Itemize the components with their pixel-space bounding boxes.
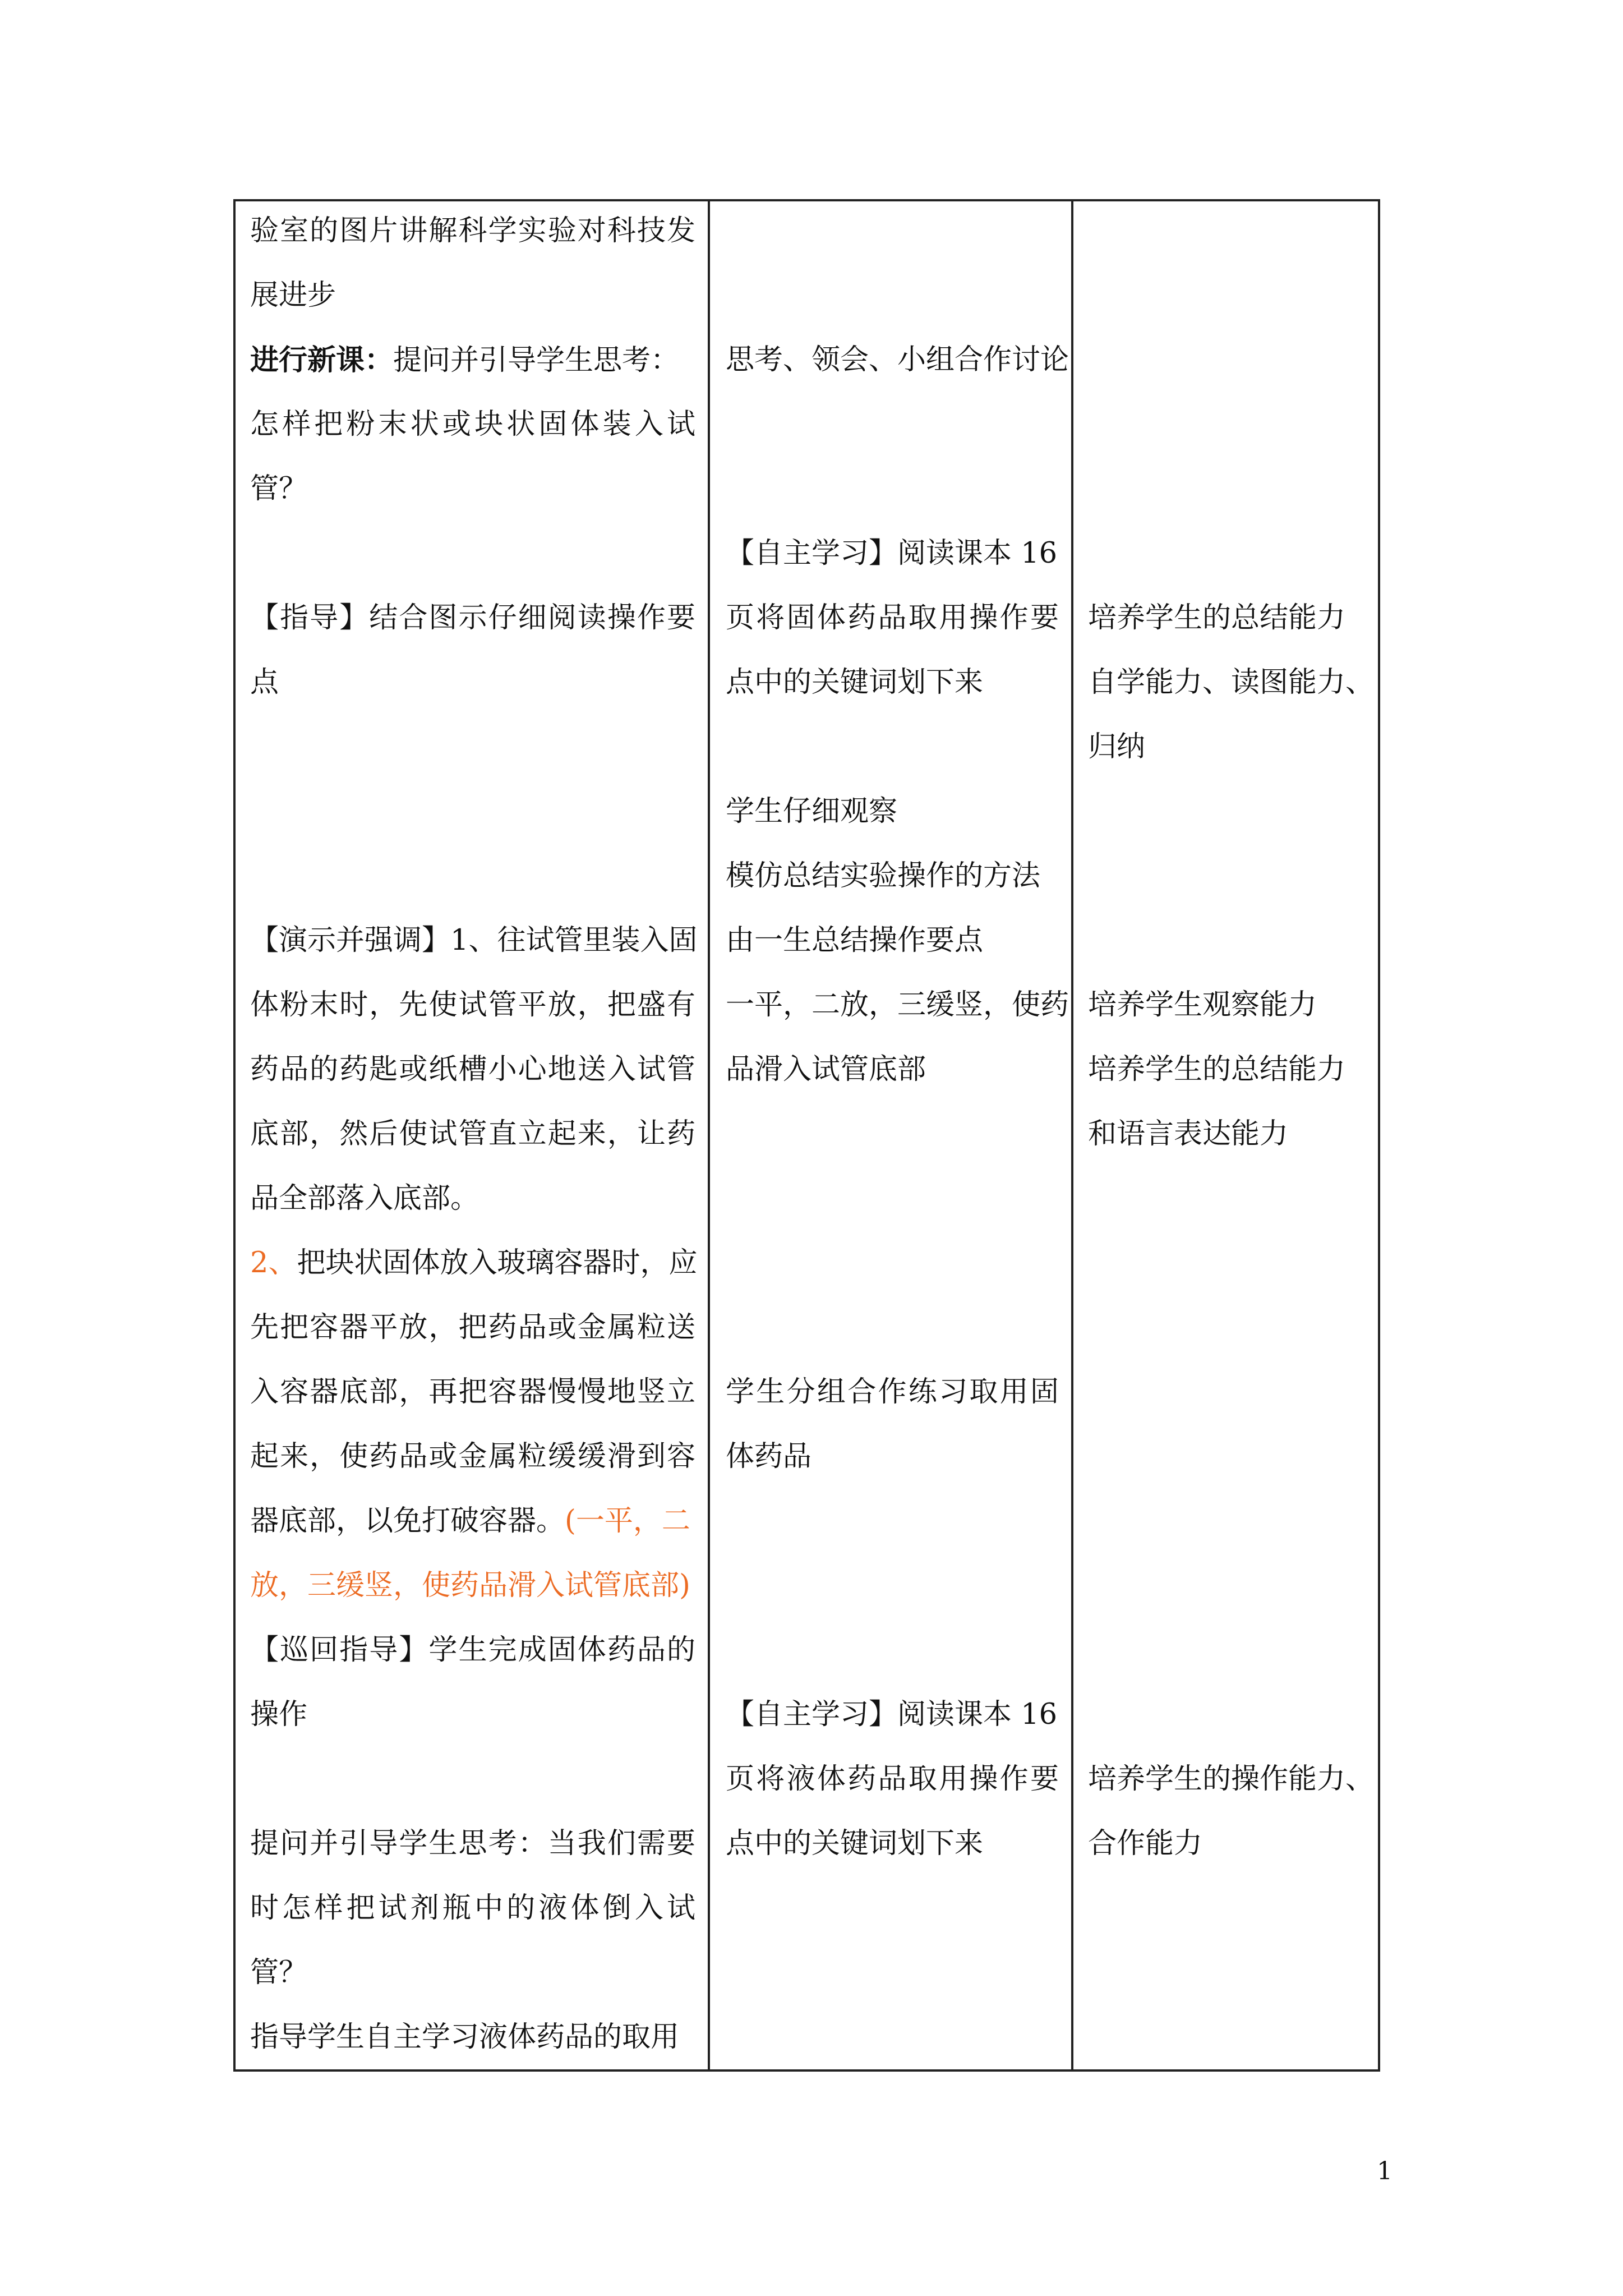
text-line: 入容器底部，再把容器慢慢地竖立 [250, 1375, 695, 1409]
text-line [250, 343, 679, 378]
text-line: 药品的药匙或纸槽小心地送入试管 [250, 1053, 695, 1086]
text-line [250, 1246, 697, 1280]
text-line: 学生分组合作练习取用固 [726, 1375, 1059, 1409]
page-number: 1 [1377, 2157, 1393, 2185]
text-line: 点 [250, 666, 279, 699]
text-line: 点中的关键词划下来 [726, 1827, 984, 1860]
text-line: 页将固体药品取用操作要 [726, 601, 1059, 634]
text-line: 自学能力、读图能力、 [1088, 666, 1375, 699]
text-line: 思考、领会、小组合作讨论 [726, 343, 1069, 376]
section-heading: 进行新课： [250, 343, 394, 377]
text-line: 提问并引导学生思考：当我们需要 [250, 1827, 695, 1860]
text-line: 【演示并强调】1、往试管里装入固 [250, 924, 698, 957]
text-span: 提问并引导学生思考： [393, 344, 680, 377]
text-line: 和语言表达能力 [1088, 1117, 1289, 1151]
teacher-activity-column [236, 201, 708, 2069]
text-line: 模仿总结实验操作的方法 [726, 859, 1041, 892]
text-line: 归纳 [1088, 730, 1146, 763]
text-line: 品全部落入底部。 [250, 1182, 479, 1215]
text-line: 展进步 [250, 279, 336, 312]
text-line: 培养学生的总结能力 [1088, 601, 1346, 634]
highlight-text: 2、 [250, 1246, 297, 1280]
text-span: 把块状固体放入玻璃容器时，应 [297, 1246, 698, 1280]
text-line: 页将液体药品取用操作要 [726, 1763, 1059, 1796]
text-line: 体粉末时，先使试管平放，把盛有 [250, 988, 695, 1022]
text-line: 【指导】结合图示仔细阅读操作要 [250, 601, 695, 634]
text-line: 先把容器平放，把药品或金属粒送 [250, 1311, 695, 1344]
text-line: 一平，二放，三缓竖，使药 [726, 988, 1069, 1022]
text-span: 器底部，以免打破容器。 [250, 1504, 565, 1538]
design-intent-column [1073, 201, 1378, 2069]
text-line: 怎样把粉末状或块状固体装入试 [250, 408, 695, 441]
text-line: 管？ [250, 1956, 308, 1989]
highlight-text: (一平，二 [565, 1504, 690, 1538]
text-line: 点中的关键词划下来 [726, 666, 984, 699]
text-line: 起来，使药品或金属粒缓缓滑到容 [250, 1440, 695, 1473]
highlight-text: 放，三缓竖，使药品滑入试管底部) [250, 1569, 690, 1602]
text-line: 【自主学习】阅读课本 16 [726, 1698, 1058, 1731]
text-line: 品滑入试管底部 [726, 1053, 926, 1086]
text-line: 指导学生自主学习液体药品的取用 [250, 2021, 680, 2054]
text-line: 学生仔细观察 [726, 795, 898, 828]
text-line: 操作 [250, 1698, 308, 1731]
text-line: 时怎样把试剂瓶中的液体倒入试 [250, 1892, 695, 1925]
student-activity-column [710, 201, 1071, 2069]
text-line: 底部，然后使试管直立起来，让药 [250, 1117, 695, 1151]
text-line: 由一生总结操作要点 [726, 924, 984, 957]
text-line: 培养学生的操作能力、 [1088, 1763, 1375, 1796]
lesson-plan-table [233, 199, 1380, 2072]
text-line: 培养学生观察能力 [1088, 988, 1317, 1022]
text-line [250, 1504, 690, 1538]
text-line: 合作能力 [1088, 1827, 1203, 1860]
text-line: 体药品 [726, 1440, 812, 1473]
text-line: 培养学生的总结能力 [1088, 1053, 1346, 1086]
text-line: 【巡回指导】学生完成固体药品的 [250, 1634, 695, 1667]
text-line: 管？ [250, 472, 308, 505]
text-line: 【自主学习】阅读课本 16 [726, 537, 1058, 570]
text-line: 验室的图片讲解科学实验对科技发 [250, 214, 695, 247]
